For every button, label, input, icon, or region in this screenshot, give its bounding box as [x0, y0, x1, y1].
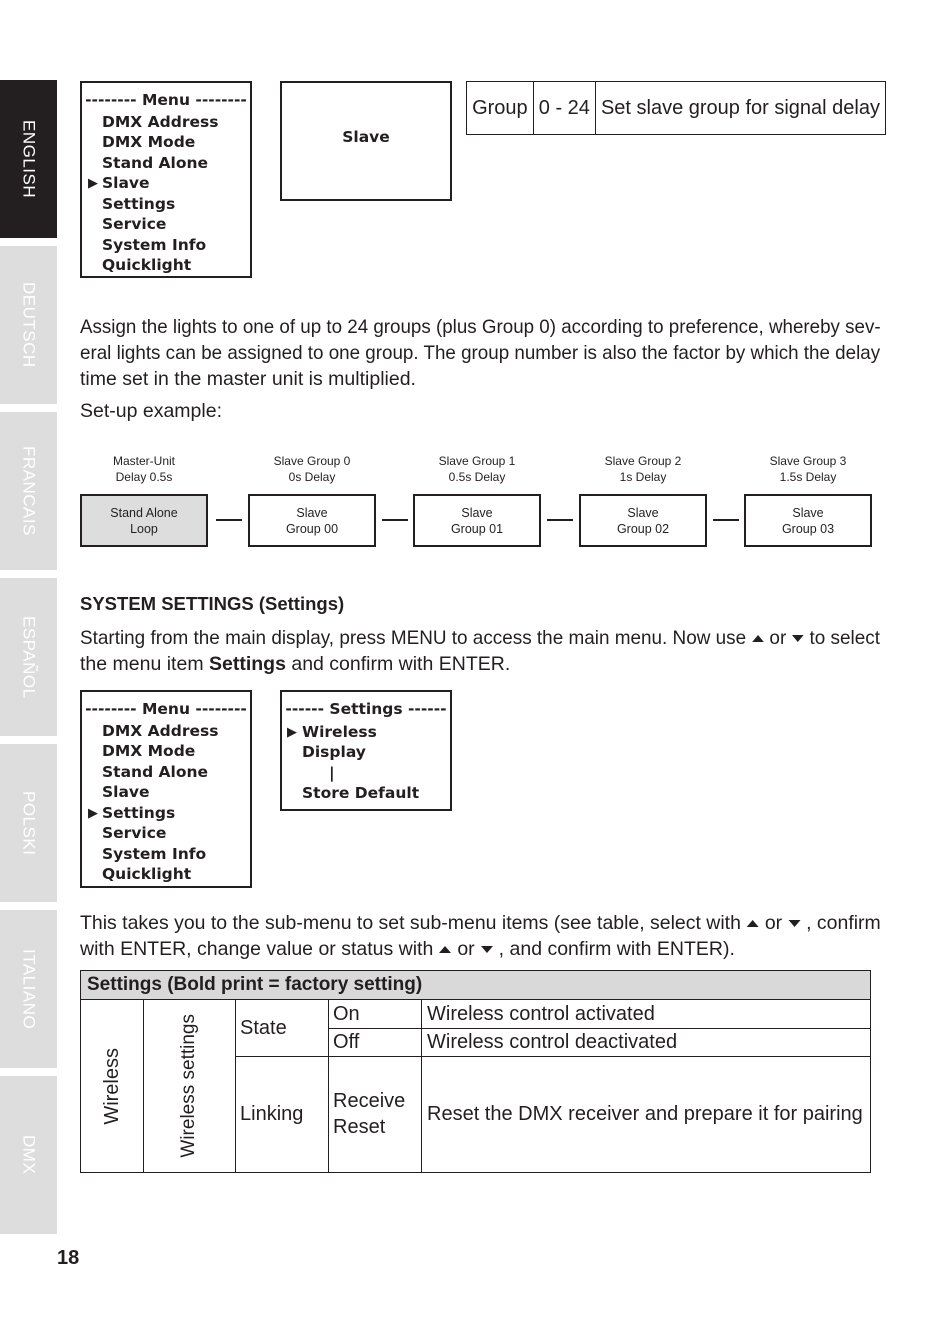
text: the menu item [80, 653, 204, 675]
off-cell [333, 1028, 421, 1056]
bold-settings: Settings [208, 653, 286, 675]
box-line: Slave [792, 505, 824, 520]
unit-delay: 0s Delay [288, 470, 336, 484]
menu-item: Service [102, 215, 167, 233]
unit-name: Master-Unit [112, 454, 175, 468]
tab-polski[interactable] [0, 744, 57, 902]
box-line: Slave [296, 505, 328, 520]
menu-item: DMX Mode [102, 742, 196, 760]
page-number: 18 [57, 1247, 80, 1269]
box-line: Slave [461, 505, 493, 520]
submenu-line-1 [80, 910, 881, 936]
tab-label: FRANCAIS [19, 446, 39, 536]
menu-item: System Info [102, 236, 207, 254]
off-label: Off [333, 1030, 360, 1053]
master-unit-box [80, 494, 208, 547]
intro-line-3: time set in the master unit is multiplied. [80, 368, 416, 390]
chain-label [413, 453, 541, 485]
tab-espanol[interactable] [0, 578, 57, 736]
text: , confirm [806, 912, 881, 934]
wireless-label: Wireless [100, 1047, 123, 1125]
tab-english[interactable] [0, 80, 57, 238]
tab-italiano[interactable] [0, 910, 57, 1068]
on-cell [333, 1000, 421, 1028]
on-description: Wireless control activated [427, 1002, 655, 1025]
settings-ellipsis: | [329, 764, 335, 782]
slave-unit-box [744, 494, 872, 547]
text: , and confirm with ENTER). [498, 938, 735, 960]
box-line: Group 01 [450, 521, 504, 536]
text: or [764, 912, 783, 934]
on-description-cell [427, 1000, 867, 1028]
receive-reset-cell [333, 1056, 421, 1172]
selection-arrow-icon: ▶ [88, 806, 98, 821]
tab-label: ENGLISH [19, 119, 39, 199]
text: to select [809, 627, 880, 649]
unit-delay: 1.5s Delay [779, 470, 837, 484]
reset-label: Reset [333, 1116, 386, 1138]
setup-example-label: Set-up example: [80, 400, 222, 422]
slave-unit-box [248, 494, 376, 547]
menu-title: -------- Menu -------- [85, 91, 247, 109]
slave-unit-box [579, 494, 707, 547]
tab-label: ESPAÑOL [19, 615, 39, 699]
wireless-cell [81, 1000, 143, 1172]
on-label: On [333, 1002, 360, 1025]
off-description: Wireless control deactivated [427, 1030, 678, 1053]
settings-item: Store Default [302, 784, 420, 802]
unit-name: Slave Group 3 [769, 454, 847, 468]
box-line: Slave [627, 505, 659, 520]
selection-arrow-icon: ▶ [88, 176, 98, 191]
menu-item-selected: Settings [102, 804, 176, 822]
menu-item: Settings [102, 195, 176, 213]
intro-line-1: Assign the lights to one of up to 24 groups (plus Group 0) according to preference, whereby sev- [80, 316, 881, 338]
settings-title: ------ Settings ------ [285, 700, 447, 718]
divider [328, 1000, 329, 1172]
text: or [457, 938, 475, 960]
menu-item: Service [102, 824, 167, 842]
param-range: 0 - 24 [533, 82, 595, 135]
linking-label: Linking [240, 1102, 304, 1125]
state-label: State [240, 1016, 287, 1039]
wireless-settings-cell [143, 1000, 235, 1172]
menu-item: Stand Alone [102, 763, 209, 781]
text: with ENTER, change value or status with [80, 938, 434, 960]
menu-item: Quicklight [102, 865, 192, 883]
off-description-cell [427, 1028, 867, 1056]
submenu-line-2 [80, 936, 735, 962]
system-settings-line-2 [80, 651, 510, 677]
slave-label: Slave [342, 128, 390, 146]
unit-name: Slave Group 0 [273, 454, 351, 468]
tab-label: DEUTSCH [19, 282, 39, 368]
text: Starting from the main display, press MENU to access the main menu. Now use [80, 627, 747, 649]
chain-link [216, 519, 242, 521]
intro-line-2: eral lights can be assigned to one group. The group number is also the factor by which the delay [80, 342, 881, 364]
receive-reset-description: Reset the DMX receiver and prepare it for pairing [427, 1102, 863, 1125]
unit-name: Slave Group 1 [438, 454, 516, 468]
group-parameter-table [466, 81, 886, 135]
unit-delay: 1s Delay [619, 470, 667, 484]
settings-item-selected: Wireless [302, 723, 377, 741]
state-cell [240, 1000, 328, 1056]
box-line: Group 03 [781, 521, 835, 536]
param-description: Set slave group for signal delay [595, 82, 885, 135]
settings-display [280, 690, 452, 811]
tab-deutsch[interactable] [0, 246, 57, 404]
menu-item: DMX Address [102, 113, 219, 131]
tab-dmx[interactable] [0, 1076, 57, 1234]
system-settings-heading: SYSTEM SETTINGS (Settings) [80, 593, 345, 614]
linking-cell [240, 1056, 328, 1172]
table-header [81, 971, 870, 1000]
text: and confirm with ENTER. [291, 653, 511, 675]
tab-label: DMX [19, 1135, 39, 1175]
menu-title: -------- Menu -------- [85, 700, 247, 718]
menu-item: DMX Address [102, 722, 219, 740]
table-header-text: Settings (Bold print = factory setting) [87, 974, 423, 995]
menu-item-selected: Slave [102, 174, 150, 192]
wireless-settings-label: Wireless settings [178, 1014, 199, 1158]
up-arrow-icon [752, 635, 764, 642]
down-arrow-icon [481, 946, 493, 953]
box-line: Loop [130, 521, 158, 536]
unit-delay: 0.5s Delay [448, 470, 506, 484]
tab-francais[interactable] [0, 412, 57, 570]
box-line: Stand Alone [110, 505, 178, 520]
system-settings-line-1 [80, 625, 880, 651]
menu-item: DMX Mode [102, 133, 196, 151]
menu-display-2 [80, 690, 252, 888]
menu-display-1 [80, 81, 252, 278]
param-name: Group [467, 82, 534, 135]
slave-display [280, 81, 452, 201]
chain-label [579, 453, 707, 485]
chain-label [80, 453, 208, 485]
down-arrow-icon [792, 635, 804, 642]
box-line: Group 02 [616, 521, 670, 536]
menu-item: Slave [102, 783, 150, 801]
divider [421, 1000, 422, 1172]
menu-item: Stand Alone [102, 154, 209, 172]
chain-link [713, 519, 739, 521]
chain-link [382, 519, 408, 521]
box-line: Group 00 [285, 521, 339, 536]
unit-name: Slave Group 2 [604, 454, 682, 468]
unit-delay: Delay 0.5s [115, 470, 173, 484]
menu-item: System Info [102, 845, 207, 863]
receive-reset-description-cell [427, 1056, 867, 1172]
tab-label: POLSKI [19, 790, 39, 856]
slave-unit-box [413, 494, 541, 547]
chain-label [744, 453, 872, 485]
up-arrow-icon [747, 920, 759, 927]
settings-table [80, 970, 871, 1173]
settings-item: Display [302, 743, 366, 761]
chain-link [547, 519, 573, 521]
chain-label [248, 453, 376, 485]
up-arrow-icon [439, 946, 451, 953]
down-arrow-icon [788, 920, 800, 927]
receive-label: Receive [333, 1090, 406, 1112]
text: This takes you to the sub-menu to set sub-menu items (see table, select with [80, 912, 741, 934]
selection-arrow-icon: ▶ [287, 725, 297, 740]
tab-label: ITALIANO [19, 948, 39, 1030]
divider [235, 1000, 236, 1172]
text: or [769, 627, 787, 649]
menu-item: Quicklight [102, 256, 192, 274]
